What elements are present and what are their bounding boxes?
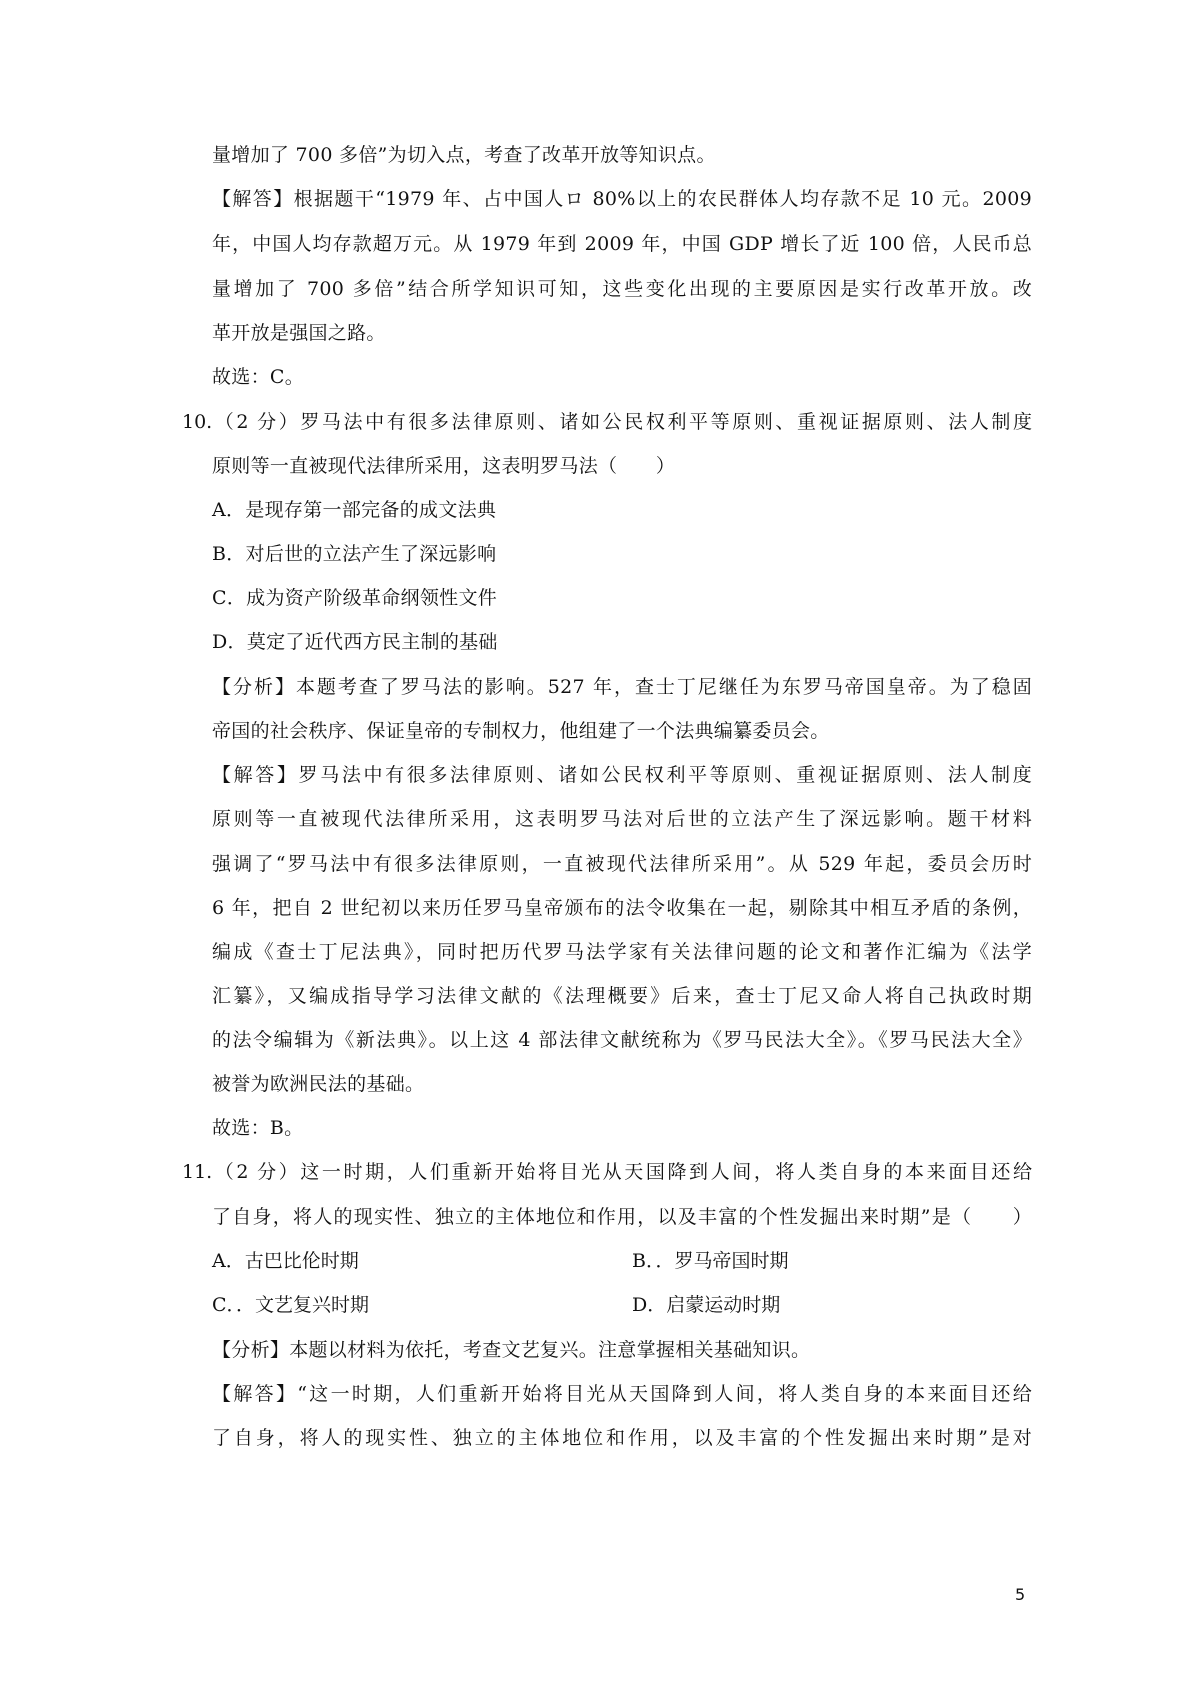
q11-option-c: C．．文艺复兴时期 (212, 1294, 370, 1316)
q11-option-b: B．．罗马帝国时期 (632, 1250, 789, 1272)
q9-answer-line-4: 革开放是强国之路。 (212, 322, 386, 344)
q9-choice: 故选：C。 (212, 366, 305, 388)
q9-answer-line-3: 量增加了 700 多倍”结合所学知识可知，这些变化出现的主要原因是实行改革开放。改 (212, 278, 1032, 300)
q10-answer-line-8: 被誉为欧洲民法的基础。 (212, 1073, 425, 1095)
q11-stem-line-2: 了自身，将人的现实性、独立的主体地位和作用，以及丰富的个性发掘出来时期”是（ ） (212, 1206, 1032, 1228)
q10-analysis-line-1: 【分析】本题考查了罗马法的影响。527 年，查士丁尼继任为东罗马帝国皇帝。为了稳固 (212, 676, 1032, 698)
q10-answer-line-3: 强调了“罗马法中有很多法律原则，一直被现代法律所采用”。从 529 年起，委员会历时 (212, 853, 1032, 875)
q10-option-a: A．是现存第一部完备的成文法典 (212, 499, 497, 521)
q10-answer-line-6: 汇纂》，又编成指导学习法律文献的《法理概要》后来，查士丁尼又命人将自己执政时期 (212, 985, 1032, 1007)
q11-stem-line-1: 11.（2 分）这一时期，人们重新开始将目光从天国降到人间，将人类自身的本来面目还给 (182, 1161, 1032, 1183)
q9-answer-line-1: 【解答】根据题干“1979 年、占中国人ロ 80%以上的农民群体人均存款不足 10 元。2009 (212, 188, 1032, 210)
q10-answer-line-2: 原则等一直被现代法律所采用，这表明罗马法对后世的立法产生了深远影响。题干材料 (212, 808, 1032, 830)
q11-option-a: A．古巴比伦时期 (212, 1250, 359, 1272)
q10-option-b: B．对后世的立法产生了深远影响 (212, 543, 497, 565)
q11-analysis-line-1: 【分析】本题以材料为依托，考查文艺复兴。注意掌握相关基础知识。 (212, 1339, 811, 1361)
q10-choice: 故选：B。 (212, 1117, 304, 1139)
q10-option-d: D．莫定了近代西方民主制的基础 (212, 631, 498, 653)
q9-answer-line-2: 年，中国人均存款超万元。从 1979 年到 2009 年，中国 GDP 增长了近 100 倍，人民币总 (212, 233, 1032, 255)
q10-answer-line-1: 【解答】罗马法中有很多法律原则、诸如公民权利平等原则、重视证据原则、法人制度 (212, 764, 1032, 786)
q11-option-d: D．启蒙运动时期 (632, 1294, 781, 1316)
q10-answer-line-7: 的法令编辑为《新法典》。以上这 4 部法律文献统称为《罗马民法大全》。《罗马民法大全》 (212, 1029, 1032, 1051)
q10-analysis-line-2: 帝国的社会秩序、保证皇帝的专制权力，他组建了一个法典编纂委员会。 (212, 720, 830, 742)
q10-stem-line-2: 原则等一直被现代法律所采用，这表明罗马法（ ） (212, 455, 676, 477)
q10-option-c: C．成为资产阶级革命纲领性文件 (212, 587, 498, 609)
q11-answer-line-1: 【解答】“这一时期，人们重新开始将目光从天国降到人间，将人类自身的本来面目还给 (212, 1383, 1032, 1405)
q10-answer-line-5: 编成《查士丁尼法典》，同时把历代罗马法学家有关法律问题的论文和著作汇编为《法学 (212, 941, 1032, 963)
q10-stem-line-1: 10.（2 分）罗马法中有很多法律原则、诸如公民权利平等原则、重视证据原则、法人制度 (182, 411, 1032, 433)
q10-answer-line-4: 6 年，把自 2 世纪初以来历任罗马皇帝颁布的法令收集在一起，剔除其中相互矛盾的条例， (212, 897, 1032, 919)
q11-answer-line-2: 了自身，将人的现实性、独立的主体地位和作用，以及丰富的个性发掘出来时期”是对 (212, 1427, 1032, 1449)
q9-intro-tail: 量增加了 700 多倍”为切入点，考查了改革开放等知识点。 (212, 144, 716, 166)
page-number: 5 (1015, 1585, 1026, 1604)
